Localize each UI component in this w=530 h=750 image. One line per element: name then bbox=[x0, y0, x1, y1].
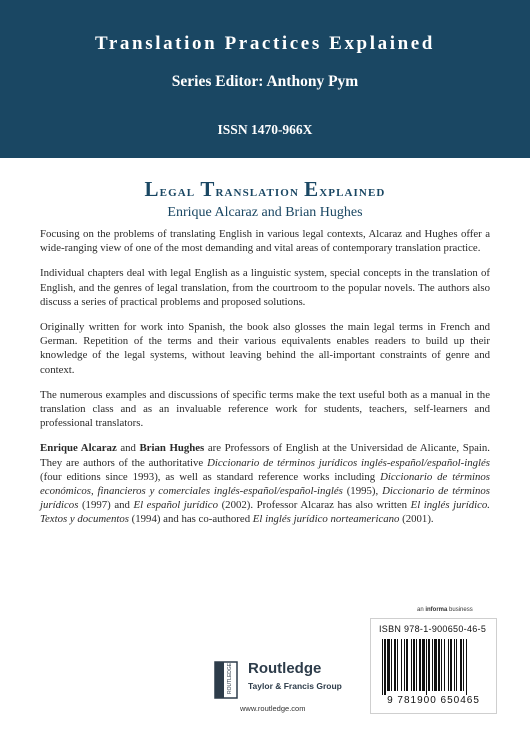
barcode-bar bbox=[463, 639, 464, 691]
barcode-bar bbox=[454, 639, 455, 691]
barcode-bar bbox=[444, 639, 445, 691]
barcode-bar bbox=[456, 639, 457, 691]
series-issn: ISSN 1470-966X bbox=[217, 122, 313, 137]
series-editor: Series Editor: Anthony Pym bbox=[171, 73, 359, 90]
informa-business-note: an informa business bbox=[417, 607, 473, 613]
blurb-paragraph: Originally written for work into Spanish, the book also glosses the main legal terms in French and German. Repetition of the terms and their various equivalents enables readers to build up their knowledge of the legal systems, without leaving behind the all-important constraints of genre and context. bbox=[40, 321, 490, 376]
barcode-bar bbox=[460, 639, 462, 691]
barcode-bar bbox=[422, 639, 425, 691]
isbn-label: ISBN 978-1-900650-46-5 bbox=[379, 624, 487, 634]
barcode-bar bbox=[438, 639, 440, 691]
barcode-bar bbox=[401, 639, 402, 691]
blurb-paragraph: The numerous examples and discussions of specific terms make the text useful both as a manual in the translation class and as an invaluable reference work for students, teachers, self-learners and professional translators. bbox=[40, 388, 490, 430]
svg-text:ROUTLEDGE: ROUTLEDGE bbox=[227, 662, 233, 694]
barcode-bar bbox=[426, 639, 427, 695]
book-title: Legal Translation Explained bbox=[144, 177, 386, 201]
barcode-bar bbox=[432, 639, 433, 691]
publisher-url: www.routledge.com bbox=[240, 704, 306, 713]
barcode-bar bbox=[448, 639, 449, 691]
barcode-bar bbox=[428, 639, 430, 691]
barcode-bar bbox=[404, 639, 405, 691]
blurb-paragraph: Individual chapters deal with legal English as a linguistic system, special concepts in the translation of English, and the genres of legal translation, from the courtroom to the popular novels. The authors also discuss a series of practical problems and proposed solutions. bbox=[40, 267, 490, 308]
barcode-bar bbox=[413, 639, 415, 691]
barcode-bar bbox=[434, 639, 437, 691]
book-authors: Enrique Alcaraz and Brian Hughes bbox=[167, 205, 363, 220]
barcode-digits: 9 781900 650465 bbox=[387, 695, 480, 706]
series-title: Translation Practices Explained bbox=[95, 33, 435, 54]
author-bio: Enrique Alcaraz and Brian Hughes are Professors of English at the Universidad de Alicante, Spain. They are authors of the authoritative Diccionario de términos jurídicos inglés-español/español-inglés (four editions since 1993), as well as standard reference works including Diccionario de términos económicos, financieros y comerciales inglés-español/español-inglés (1995), Diccionario de términos jurídicos (1997) and El español jurídico (2002). Professor Alcaraz has also written El inglés jurídico. Textos y documentos (1994) and has co-authored El inglés jurídico norteamericano (2001). bbox=[40, 442, 491, 526]
barcode-bar bbox=[397, 639, 398, 691]
publisher-group: Taylor & Francis Group bbox=[248, 681, 342, 691]
barcode-image bbox=[379, 639, 488, 695]
barcode-bar bbox=[441, 639, 442, 691]
blurb bbox=[40, 227, 490, 538]
barcode-bar bbox=[416, 639, 417, 691]
barcode-bar bbox=[391, 639, 392, 691]
barcode-bar bbox=[411, 639, 412, 691]
barcode-bar bbox=[466, 639, 467, 695]
barcode-bar bbox=[387, 639, 390, 691]
barcode-bar bbox=[450, 639, 452, 691]
barcode-bar bbox=[406, 639, 408, 691]
barcode-bar bbox=[394, 639, 396, 691]
barcode-box bbox=[370, 618, 497, 714]
blurb-paragraph: Focusing on the problems of translating English in various legal contexts, Alcaraz and Hughes offer a wide-ranging view of one of the most demanding and vital areas of contemporary translation practice. bbox=[40, 228, 490, 255]
barcode-bar bbox=[384, 639, 386, 695]
barcode-bar bbox=[382, 639, 383, 695]
publisher-name: Routledge bbox=[248, 660, 322, 677]
routledge-logo-icon bbox=[214, 661, 240, 699]
barcode-bar bbox=[419, 639, 421, 691]
series-banner bbox=[0, 0, 530, 158]
